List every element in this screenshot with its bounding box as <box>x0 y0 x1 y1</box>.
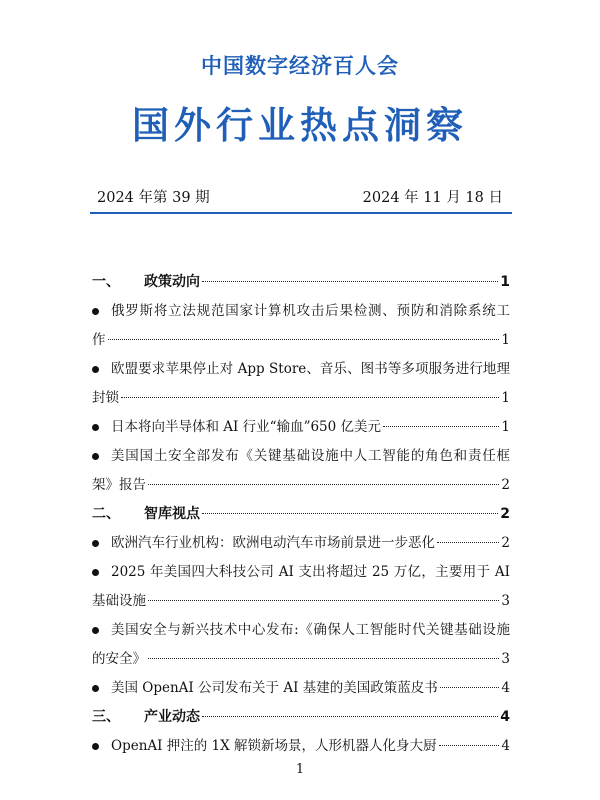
bullet-icon <box>92 627 99 634</box>
toc-item[interactable] <box>92 297 510 355</box>
section-title: 政策动向 <box>144 274 200 290</box>
item-text: 2025 年美国四大科技公司 AI 支出将超过 25 万亿，主要用于 AI <box>111 564 510 580</box>
page-ref: 2 <box>501 477 510 493</box>
item-text: 欧盟要求苹果停止对 App Store、音乐、图书等多项服务进行地理 <box>111 361 510 377</box>
page-ref: 4 <box>501 738 510 754</box>
item-text: 美国 OpenAI 公司发布关于 AI 基建的美国政策蓝皮书 <box>111 680 438 696</box>
dot-leader <box>383 426 499 427</box>
bullet-icon <box>92 453 99 460</box>
item-text-cont: 架》报告 <box>92 477 146 493</box>
section-title: 智库视点 <box>144 506 200 522</box>
issue-date: 2024 年 11 月 18 日 <box>362 190 503 206</box>
dot-leader <box>202 513 498 514</box>
dot-leader <box>148 600 499 601</box>
toc-section-think-tank[interactable] <box>92 500 510 529</box>
bullet-icon <box>92 540 99 547</box>
page-ref: 2 <box>500 506 510 522</box>
item-text: 俄罗斯将立法规范国家计算机攻击后果检测、预防和消除系统工 <box>111 303 510 319</box>
dot-leader <box>440 687 500 688</box>
issue-meta <box>97 186 503 207</box>
section-number: 二、 <box>92 506 120 522</box>
bullet-icon <box>92 685 99 692</box>
page-number: 1 <box>295 762 305 777</box>
toc-section-industry[interactable] <box>92 703 510 732</box>
dot-leader <box>121 397 499 398</box>
item-text-cont: 封锁 <box>92 390 119 406</box>
toc-item[interactable] <box>92 529 510 558</box>
item-text: 美国安全与新兴技术中心发布:《确保人工智能时代关键基础设施 <box>111 622 510 638</box>
dot-leader <box>202 281 498 282</box>
toc-item[interactable] <box>92 442 510 500</box>
page-ref: 1 <box>501 390 510 406</box>
page-ref: 2 <box>501 535 510 551</box>
item-text: 美国国土安全部发布《关键基础设施中人工智能的角色和责任框 <box>111 448 510 464</box>
item-text-cont: 的安全》 <box>92 651 146 667</box>
item-text-cont: 基础设施 <box>92 593 146 609</box>
page-ref: 1 <box>501 332 510 348</box>
bullet-icon <box>92 424 99 431</box>
toc-item[interactable] <box>92 732 510 761</box>
item-text: 日本将向半导体和 AI 行业“输血”650 亿美元 <box>111 419 382 435</box>
toc-item[interactable] <box>92 355 510 413</box>
dot-leader <box>439 745 500 746</box>
dot-leader <box>202 716 498 717</box>
bullet-icon <box>92 743 99 750</box>
dot-leader <box>108 339 500 340</box>
item-text-cont: 作 <box>92 332 106 348</box>
section-title: 产业动态 <box>144 709 200 725</box>
toc-section-policy[interactable] <box>92 268 510 297</box>
report-title: 国外行业热点洞察 <box>132 104 468 147</box>
bullet-icon <box>92 569 99 576</box>
org-name: 中国数字经济百人会 <box>201 54 399 78</box>
bullet-icon <box>92 366 99 373</box>
item-text: 欧洲汽车行业机构：欧洲电动汽车市场前景进一步恶化 <box>111 535 435 551</box>
toc-item[interactable] <box>92 616 510 674</box>
section-number: 三、 <box>92 709 120 725</box>
section-number: 一、 <box>92 274 120 290</box>
bullet-icon <box>92 308 99 315</box>
page-ref: 1 <box>500 274 510 290</box>
toc-item[interactable] <box>92 413 510 442</box>
page-ref: 3 <box>501 651 510 667</box>
issue-number: 2024 年第 39 期 <box>97 190 210 206</box>
table-of-contents <box>92 268 510 761</box>
dot-leader <box>437 542 499 543</box>
item-text: OpenAI 押注的 1X 解锁新场景，人形机器人化身大厨 <box>111 738 437 754</box>
toc-item[interactable] <box>92 674 510 703</box>
page-ref: 4 <box>501 680 510 696</box>
dot-leader <box>148 658 499 659</box>
header-divider <box>90 212 512 214</box>
page-ref: 4 <box>500 709 510 725</box>
toc-item[interactable] <box>92 558 510 616</box>
page-ref: 3 <box>501 593 510 609</box>
page-ref: 1 <box>501 419 510 435</box>
dot-leader <box>148 484 499 485</box>
